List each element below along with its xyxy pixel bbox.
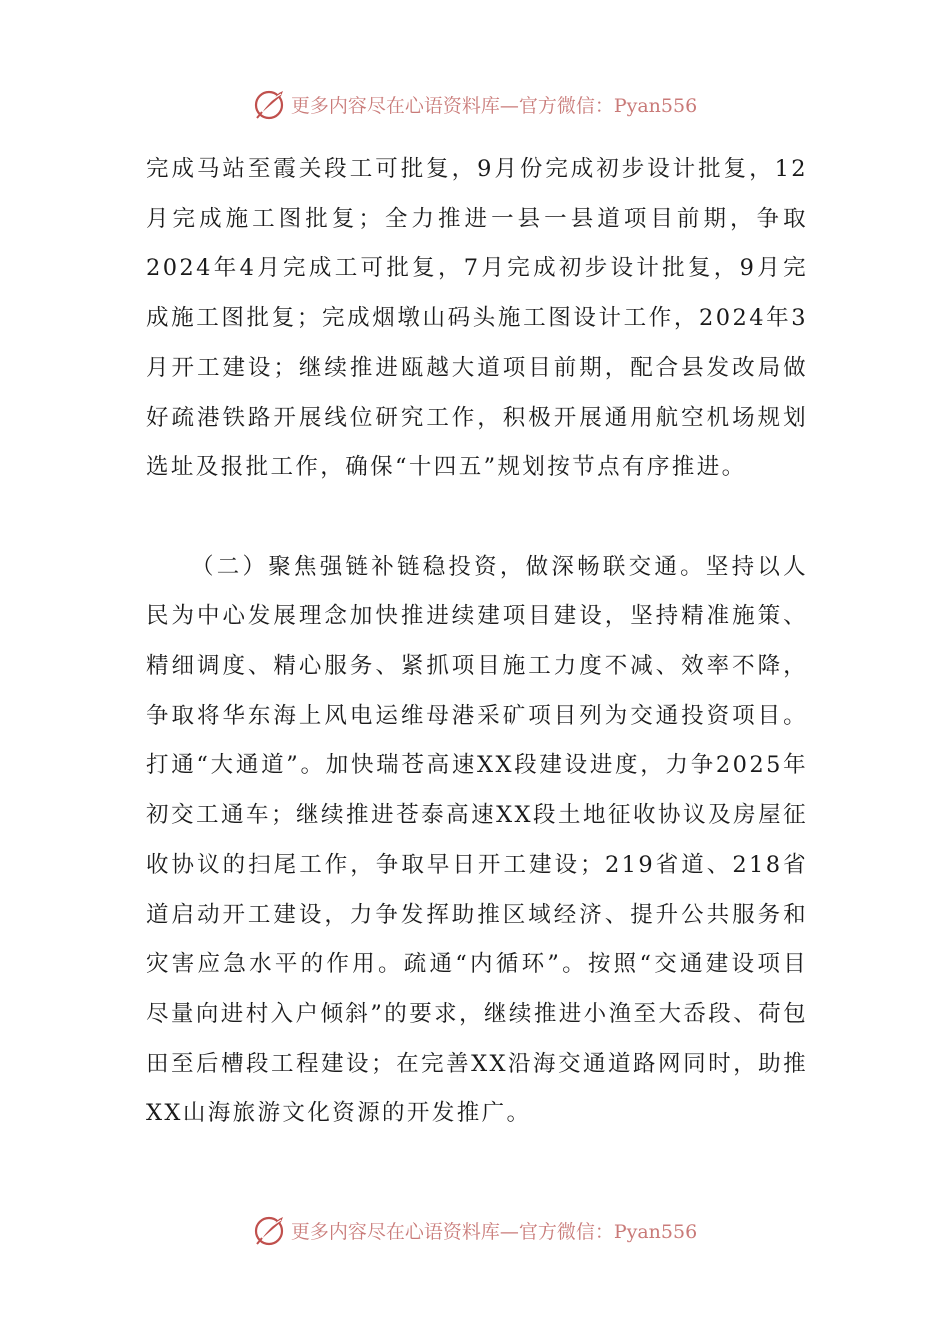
watermark-text: 更多内容尽在心语资料库—官方微信：Pyan556 xyxy=(290,1220,698,1243)
watermark-text: 更多内容尽在心语资料库—官方微信：Pyan556 xyxy=(290,94,698,117)
watermark-banner-top xyxy=(0,84,950,124)
watermark-banner-bottom xyxy=(0,1210,950,1250)
paragraph-section-two: （二）聚焦强链补链稳投资，做深畅联交通。坚持以人民为中心发展理念加快推进续建项目建设，坚持精准施策、精细调度、精心服务、紧抓项目施工力度不减、效率不降，争取将华东海上风电运维母港采矿项目列为交通投资项目。打通“大通道”。加快瑞苍高速XX段建设进度，力争2025年初交工通车；继续推进苍泰高速XX段土地征收协议及房屋征收协议的扫尾工作，争取早日开工建设；219省道、218省道启动开工建设，力争发挥助推区域经济、提升公共服务和灾害应急水平的作用。疏通“内循环”。按照“交通建设项目尽量向进村入户倾斜”的要求，继续推进小渔至大岙段、荷包田至后槽段工程建设；在完善XX沿海交通道路网同时，助推XX山海旅游文化资源的开发推广。 xyxy=(146,553,808,1127)
quill-logo-icon xyxy=(253,87,287,121)
quill-logo-icon xyxy=(253,1213,287,1247)
paragraph-continuation: 完成马站至霞关段工可批复，9月份完成初步设计批复，12月完成施工图批复；全力推进一县一县道项目前期，争取2024年4月完成工可批复，7月完成初步设计批复，9月完成施工图批复；完成烟墩山码头施工图设计工作，2024年3月开工建设；继续推进瓯越大道项目前期，配合县发改局做好疏港铁路开展线位研究工作，积极开展通用航空机场规划选址及报批工作，确保“十四五”规划按节点有序推进。 xyxy=(146,156,808,481)
document-body xyxy=(146,145,808,1139)
